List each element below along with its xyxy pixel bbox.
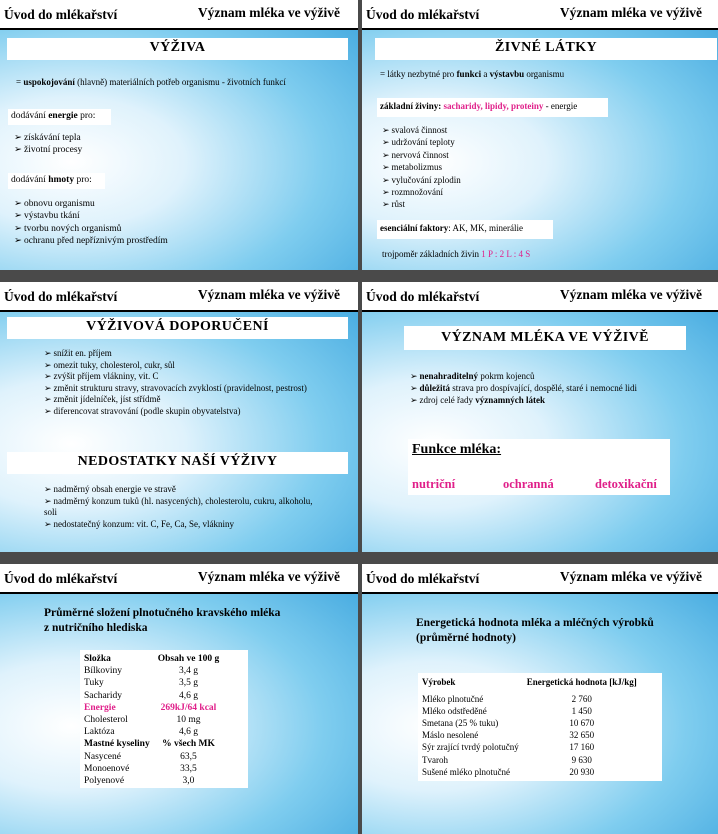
topic-title: Význam mléka ve výživě [559,569,702,584]
topic-title: Význam mléka ve výživě [559,287,702,302]
slide-title: VÝŽIVOVÁ DOPORUČENÍ [7,317,348,339]
table-row [80,665,223,677]
table-row-highlight [80,702,223,714]
point-text: pokrm kojenců [480,371,535,381]
deficiencies-list [44,484,314,530]
list-item: ➢ výstavbu tkání [14,210,168,222]
list-item: ➢ metabolizmus [382,161,461,173]
table-row [80,690,223,702]
cell: Mléko odstředěné [422,706,487,717]
column-header: Obsah ve 100 g [157,654,220,664]
course-title: Úvod do mlékařství [366,7,480,22]
cell: Máslo nesolené [422,730,479,741]
slide-heading [416,616,654,646]
section-title: NEDOSTATKY NAŠÍ VÝŽIVY [7,452,348,474]
cell: 3,0 [182,776,195,787]
cell: 3,5 g [178,678,198,689]
cell: Bílkoviny [84,666,123,677]
slide-header [0,282,358,312]
point-text: zdroj celé řady [419,395,474,405]
cell: Sýr zrající tvrdý polotučný [422,742,519,753]
cell: Monoenové [84,763,130,774]
cell: 1 450 [571,706,592,717]
cell: 10 mg [176,715,201,726]
basic-post: - energie [545,101,578,111]
definition-post: organismu [526,69,565,79]
ratio [382,248,530,260]
cell: Sacharidy [84,690,122,701]
cell: Cholesterol [84,715,128,726]
slide-header [0,564,358,594]
cell: 32 650 [569,730,595,741]
definition-text: (hlavně) materiálních potřeb organismu - životních funkcí [77,77,286,87]
list-item: ➢ rozmnožování [382,186,461,198]
table-header [80,653,223,665]
list-item: ➢ nervová činnost [382,149,461,161]
heading-line: (průměrné hodnoty) [416,632,516,644]
slide-header [362,0,718,30]
column-header: Výrobek [422,677,456,687]
slide-zivne-latky [362,0,718,270]
functions-title: Funkce mléka: [412,442,502,457]
list-item: ➢ tvorbu nových organismů [14,223,168,235]
cell: 63,5 [180,751,197,762]
list-item: ➢ snížit en. příjem [44,348,314,360]
list-item [410,370,637,382]
list-item: ➢ svalová činnost [382,124,461,136]
definition-mid: a [483,69,488,79]
table-header [80,738,223,750]
ratio-value: 1 P : 2 L : 4 S [481,249,531,259]
cell: 4,6 g [178,690,198,701]
definition-bold: výstavbu [489,69,525,79]
slide-energeticka-hodnota [362,564,718,834]
point-text: strava pro dospívající, dospělé, staré i nemocné lidi [452,383,637,393]
table-row [80,677,223,689]
basic-label: základní živiny: [380,101,442,111]
cell: Tvaroh [422,754,448,765]
heading-line: Energetická hodnota mléka a mléčných výrobků [416,617,654,629]
cell: Laktóza [84,727,115,738]
matter-pre: dodávání [11,175,46,185]
topic-title: Význam mléka ve výživě [197,569,340,584]
table-row [80,714,223,726]
composition-table-box [80,650,248,788]
slide-slozeni-mleka [0,564,358,834]
list-item: ➢ nadměrný obsah energie ve stravě [44,484,314,496]
cell: 10 670 [569,718,595,729]
cell: 4,6 g [178,727,198,738]
topic-title: Význam mléka ve výživě [197,5,340,20]
list-item: ➢ změnit strukturu stravy, stravovacích zvyklostí (pravidelnost, pestrost) [44,383,314,395]
list-item: ➢ ochranu před nepříznivým prostředím [14,235,168,247]
point-bold: významných látek [475,395,546,405]
topic-title: Význam mléka ve výživě [559,5,702,20]
importance-list [410,370,637,406]
table-row [418,717,641,729]
table-row [418,729,641,741]
list-item: ➢ omezit tuky, cholesterol, cukr, sůl [44,360,314,372]
slide-title: VÝŽIVA [7,38,348,60]
energy-table [418,676,641,778]
matter-label-box [8,173,105,189]
column-header: Energetická hodnota [kJ/kg] [526,677,637,687]
cell: 9 630 [571,754,592,765]
heading-line: Průměrné složení plnotučného kravského mléka [44,607,281,619]
slide-title: ŽIVNÉ LÁTKY [375,38,717,60]
definition: = uspokojování (hlavně) materiálních potřeb organismu - životních funkcí [16,77,286,87]
slide-vyznam-mleka [362,282,718,552]
cell: 17 160 [569,742,595,753]
energy-table-box [418,673,662,781]
list-item [410,382,637,394]
list-item: ➢ diferencovat stravování (podle skupin obyvatelstva) [44,406,314,418]
matter-bold: hmoty [48,175,75,185]
cell: Energie [84,702,116,713]
energy-pre: dodávání [11,111,46,121]
cell: Mléko plnotučné [422,694,484,705]
course-title: Úvod do mlékařství [366,289,480,304]
basic-nutrients: sacharidy, lipidy, proteiny [443,101,544,111]
energy-list [14,132,82,157]
slide-header [362,282,718,312]
energy-bold: energie [48,111,78,121]
cell: 20 930 [569,766,595,777]
matter-list [14,198,168,248]
function-protective: ochranná [503,477,554,491]
function-nutritional: nutriční [412,477,456,491]
cell: Sušené mléko plnotučné [422,766,510,777]
slide-vyziva [0,0,358,270]
table-row [418,741,641,753]
cell: Smetana (25 % tuku) [422,718,499,729]
course-title: Úvod do mlékařství [4,289,118,304]
list-item [410,394,637,406]
table-row [418,754,641,766]
matter-post: pro: [76,175,92,185]
table-row [418,693,641,705]
cell: 269kJ/64 kcal [160,702,217,713]
energy-label-box [8,109,111,125]
list-item: ➢ zvýšit příjem vlákniny, vit. C [44,371,314,383]
milk-functions-box [408,439,670,495]
list-item: ➢ udržování teploty [382,136,461,148]
slide-header [0,0,358,30]
column-header: Mastné kyseliny [84,739,150,750]
cell: 3,4 g [178,666,198,677]
course-title: Úvod do mlékařství [4,571,118,586]
table-row [80,763,223,775]
table-row [418,766,641,778]
slide-title: VÝZNAM MLÉKA VE VÝŽIVĚ [404,326,686,350]
list-item: ➢ změnit jídelníček, jíst střídmě [44,394,314,406]
essential-text: : AK, MK, minerálie [448,223,523,233]
slide-doporuceni [0,282,358,552]
list-item: ➢ obnovu organismu [14,198,168,210]
table-row [418,705,641,717]
definition-bold: uspokojování [23,77,75,87]
essential-label: esenciální faktory [380,223,449,233]
heading-line: z nutričního hlediska [44,622,148,634]
definition-bold: funkci [456,69,482,79]
basic-nutrients-box [377,98,608,117]
course-title: Úvod do mlékařství [4,7,118,22]
cell: Polyenové [84,776,125,787]
table-row [80,775,223,787]
course-title: Úvod do mlékařství [366,571,480,586]
topic-title: Význam mléka ve výživě [197,287,340,302]
essential-factors-box [377,220,553,239]
nutrient-uses-list [382,124,461,211]
table-row [80,726,223,738]
composition-table [80,653,223,787]
table-row [80,751,223,763]
slide-heading [44,606,280,636]
list-item: ➢ růst [382,198,461,210]
energy-post: pro: [80,111,96,121]
list-item: ➢ nadměrný konzum tuků (hl. nasycených), cholesterolu, cukru, alkoholu, soli [44,496,314,519]
column-header: Složka [84,654,111,664]
point-bold: důležitá [419,383,451,393]
point-bold: nenahraditelný [419,371,479,381]
list-item: ➢ vylučování zplodin [382,174,461,186]
function-detox: detoxikační [595,477,657,491]
list-item: ➢ životní procesy [14,144,82,156]
definition-pre: = látky nezbytné pro [380,69,455,79]
cell: 33,5 [180,763,197,774]
cell: Nasycené [84,751,121,762]
column-header: % všech MK [162,739,215,750]
list-item: ➢ nedostatečný konzum: vit. C, Fe, Ca, Se, vlákniny [44,519,314,531]
cell: 2 760 [571,694,592,705]
list-item: ➢ získávání tepla [14,132,82,144]
recommendations-list [44,348,314,418]
definition [380,68,564,80]
table-header [418,676,641,693]
cell: Tuky [84,678,104,689]
ratio-text: trojpoměr základních živin [382,249,479,259]
slide-header [362,564,718,594]
